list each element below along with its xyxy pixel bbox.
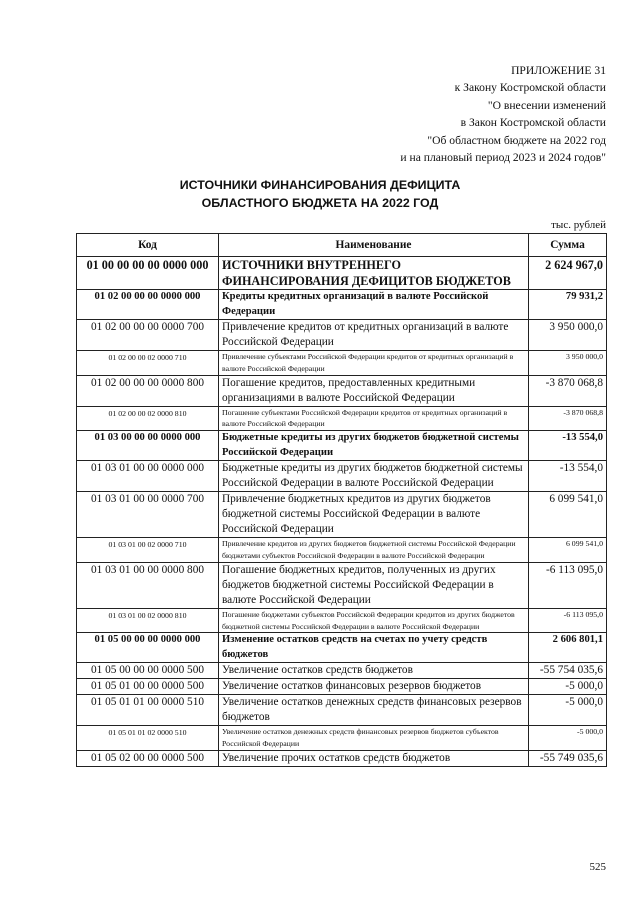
table-row [77,431,607,461]
row-sum: -6 113 095,0 [529,562,607,608]
row-code: 01 02 00 00 00 0000 000 [77,290,219,320]
row-sum: -5 000,0 [529,726,607,751]
header-name: Наименование [219,234,529,257]
row-code: 01 05 02 00 00 0000 500 [77,750,219,766]
appendix-line: к Закону Костромской области [454,81,606,95]
row-code: 01 05 01 00 00 0000 500 [77,679,219,695]
title-line: ОБЛАСТНОГО БЮДЖЕТА НА 2022 ГОД [201,196,439,210]
row-sum: -55 749 035,6 [529,750,607,766]
row-sum: -3 870 068,8 [529,406,607,431]
row-sum: 3 950 000,0 [529,320,607,351]
row-code: 01 05 00 00 00 0000 000 [77,633,219,663]
row-sum: 79 931,2 [529,290,607,320]
row-code: 01 03 01 00 00 0000 800 [77,562,219,608]
row-sum: -5 000,0 [529,679,607,695]
table-body [77,257,607,767]
row-name: Кредиты кредитных организаций в валюте Российской Федерации [219,290,529,320]
document-title [0,176,640,212]
row-code: 01 03 01 00 02 0000 710 [77,538,219,563]
row-code: 01 05 01 01 00 0000 510 [77,695,219,726]
appendix-line: и на плановый период 2023 и 2024 годов" [400,151,606,165]
row-code: 01 02 00 00 02 0000 710 [77,351,219,376]
unit-label: тыс. рублей [551,219,606,231]
row-sum: -55 754 035,6 [529,663,607,679]
table-header-row [77,234,607,257]
header-sum: Сумма [529,234,607,257]
row-code: 01 05 01 01 02 0000 510 [77,726,219,751]
row-code: 01 03 01 00 00 0000 000 [77,461,219,492]
appendix-note [400,62,606,166]
row-code: 01 05 00 00 00 0000 500 [77,663,219,679]
row-name: Погашение бюджетных кредитов, полученных из других бюджетов бюджетной системы Российской Федерации в валюте Российской Федерации [219,562,529,608]
row-name: Увеличение остатков денежных средств финансовых резервов бюджетов субъектов Российской Федерации [219,726,529,751]
row-sum: -5 000,0 [529,695,607,726]
table-row [77,633,607,663]
table-row [77,375,607,406]
row-name: Привлечение бюджетных кредитов из других бюджетов бюджетной системы Российской Федерации в валюте Российской Федерации [219,492,529,538]
row-sum: -3 870 068,8 [529,375,607,406]
table-row [77,663,607,679]
row-name: Погашение бюджетами субъектов Российской Федерации кредитов из других бюджетов бюджетной системы Российской Федерации в валюте Российской Федерации [219,608,529,633]
row-name: Увеличение остатков средств бюджетов [219,663,529,679]
row-code: 01 03 00 00 00 0000 000 [77,431,219,461]
row-sum: 2 606 801,1 [529,633,607,663]
row-sum: -6 113 095,0 [529,608,607,633]
table-row [77,290,607,320]
row-sum: -13 554,0 [529,431,607,461]
table-row [77,461,607,492]
table-row [77,492,607,538]
appendix-line: в Закон Костромской области [460,116,606,130]
row-name: Привлечение кредитов от кредитных организаций в валюте Российской Федерации [219,320,529,351]
page-number: 525 [589,861,606,873]
row-code: 01 03 01 00 02 0000 810 [77,608,219,633]
table-row [77,608,607,633]
row-name: Изменение остатков средств на счетах по учету средств бюджетов [219,633,529,663]
row-name: Увеличение прочих остатков средств бюджетов [219,750,529,766]
row-name: Увеличение остатков денежных средств финансовых резервов бюджетов [219,695,529,726]
row-code: 01 03 01 00 00 0000 700 [77,492,219,538]
table-row [77,726,607,751]
table-row [77,320,607,351]
row-name: Погашение субъектами Российской Федерации кредитов от кредитных организаций в валюте Российской Федерации [219,406,529,431]
row-name: Привлечение кредитов из других бюджетов бюджетной системы Российской Федерации бюджетами субъектов Российской Федерации в валюте Российской Федерации [219,538,529,563]
table-row [77,562,607,608]
row-name: Бюджетные кредиты из других бюджетов бюджетной системы Российской Федерации в валюте Российской Федерации [219,461,529,492]
row-name: Бюджетные кредиты из других бюджетов бюджетной системы Российской Федерации [219,431,529,461]
row-name: Погашение кредитов, предоставленных кредитными организациями в валюте Российской Федерации [219,375,529,406]
table-row [77,351,607,376]
appendix-line: ПРИЛОЖЕНИЕ 31 [511,64,606,77]
appendix-line: "Об областном бюджете на 2022 год [427,133,606,147]
row-sum: 2 624 967,0 [529,257,607,290]
row-name: Увеличение остатков финансовых резервов бюджетов [219,679,529,695]
row-sum: 6 099 541,0 [529,492,607,538]
appendix-line: "О внесении изменений [487,98,606,112]
row-code: 01 02 00 00 00 0000 800 [77,375,219,406]
row-sum: 6 099 541,0 [529,538,607,563]
table-row [77,695,607,726]
table-row [77,679,607,695]
table-row [77,538,607,563]
sources-table [76,233,607,767]
row-code: 01 02 00 00 00 0000 700 [77,320,219,351]
table-row [77,750,607,766]
row-code: 01 02 00 00 02 0000 810 [77,406,219,431]
row-name: ИСТОЧНИКИ ВНУТРЕННЕГО ФИНАНСИРОВАНИЯ ДЕФИЦИТОВ БЮДЖЕТОВ [219,257,529,290]
row-sum: -13 554,0 [529,461,607,492]
row-code: 01 00 00 00 00 0000 000 [77,257,219,290]
row-sum: 3 950 000,0 [529,351,607,376]
header-code: Код [77,234,219,257]
row-name: Привлечение субъектами Российской Федерации кредитов от кредитных организаций в валюте Российской Федерации [219,351,529,376]
table-row [77,257,607,290]
title-line: ИСТОЧНИКИ ФИНАНСИРОВАНИЯ ДЕФИЦИТА [179,178,461,192]
table-row [77,406,607,431]
